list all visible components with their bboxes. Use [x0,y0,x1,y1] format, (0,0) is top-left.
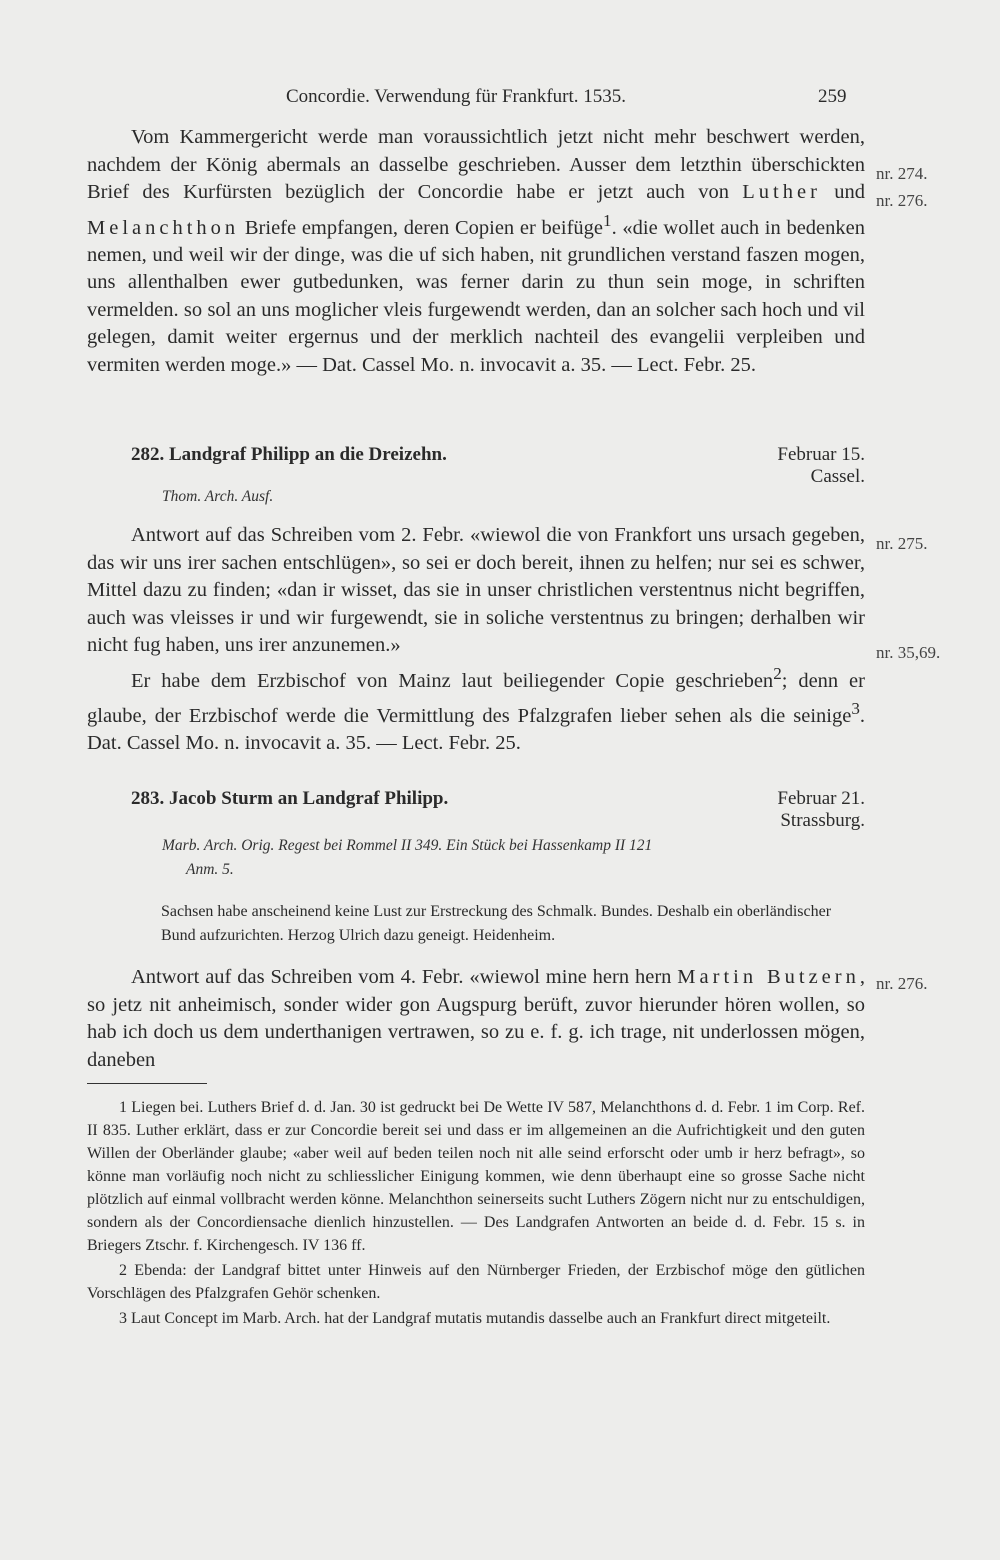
paragraph-282b-text: ; denn er glaube, der Erzbischof werde die Vermittlung des Pfalzgrafen lieber sehen als die seinige [87,669,865,727]
paragraph-intro [87,124,865,379]
page-number: 259 [818,86,847,107]
source-note: Thom. Arch. Ausf. [162,488,274,505]
paragraph-282b-text: Er habe dem Erzbischof von Mainz laut beiliegender Copie geschrieben [131,669,774,692]
paragraph-282b-text: . Dat. Cassel Mo. n. invocavit a. 35. — Lect. Febr. 25. [87,704,865,755]
margin-ref: nr. 275. [876,534,928,553]
document-date: Februar 15. [777,444,865,465]
margin-ref: nr. 274. [876,164,928,183]
document-date-place [777,444,865,488]
document-date: Februar 21. [777,788,865,809]
footnote-divider [87,1083,207,1084]
footnote-1: 1 Liegen bei. Luthers Brief d. d. Jan. 30 ist gedruckt bei De Wette IV 587, Melanchthons d. d. Febr. 1 im Corp. Ref. II 835. Luther erklärt, dass er zur Concordie bereit sei und dass er im allgemeinen an die Aufrichtigkeit und den guten Willen der Oberländer glaube; «aber weil auf beden teilen noch nit alle seind erforscht oder umb ir herz befragt», so könne man vorläufig noch nicht zu schliesslicher Einigung kommen, wie denn überhaupt eine so grosse Sache nicht plötzlich auf einmal vollbracht werden könne. Melanchthon seinerseits sucht Luthers Zögern nicht nur zu entschuldigen, sondern als der Concordiensache dienlich hinzustellen. — Des Landgrafen Antworten an beide d. d. Febr. 15 s. in Briegers Ztschr. f. Kirchengesch. IV 136 ff. [87,1099,865,1254]
document-title: 282. Landgraf Philipp an die Dreizehn. [131,444,447,465]
para1-text: Vom Kammergericht werde man voraussichtlich jetzt nicht mehr beschwert werden, nachdem der König abermals an dasselbe geschrieben. Ausser dem letzthin überschickten Brief des Kurfürsten bezüglich der Concordie habe er jetzt auch von [87,126,865,203]
para1-text: Briefe empfangen, deren Copien er beifüge [239,216,604,239]
margin-ref: nr. 35,69. [876,643,941,662]
name-luther: Luther [742,181,821,203]
document-place: Cassel. [810,466,865,487]
footnote-3: 3 Laut Concept im Marb. Arch. hat der Landgraf mutatis mutandis dasselbe auch an Frankfurt direct mitgeteilt. [119,1310,831,1327]
document-title: 283. Jacob Sturm an Landgraf Philipp. [131,788,449,809]
paragraph-282a: Antwort auf das Schreiben vom 2. Febr. «wiewol die von Frankfort uns ursach gegeben, das wir uns irer sachen entschlügen», so sei er doch bereit, ihnen zu helfen; nur sei es schwer, Mittel dazu zu finden; «dan ir wisset, das sie in unser christlichen verstentnus nicht begriffen, auch was vleisses ir und wir furgewendt, sie in soliche verstentnus zu bringen; derhalben wir nicht fug haben, uns irer anzunemen.» [87,524,865,656]
footnote-ref-1[interactable]: 1 [603,210,612,230]
footnote-ref-3[interactable]: 3 [851,698,860,718]
para1-text: und [820,181,865,203]
document-place: Strassburg. [780,810,865,831]
paragraph-283-text: , so jetz nit anheimisch, sonder wider gon Augspurg berüft, zuvor hierunder hören wollen, so hab ich doch us dem underthanigen vertrawen, so zu e. f. g. ich trage, nit underlossen mögen, daneben [87,966,865,1071]
footnote-ref-2[interactable]: 2 [773,663,782,683]
name-butzer: Martin Butzern [677,966,860,988]
running-title: Concordie. Verwendung für Frankfurt. 1535. [286,86,626,107]
paragraph-282 [87,522,865,758]
source-note: Marb. Arch. Orig. Regest bei Rommel II 349. Ein Stück bei Hassenkamp II 121 [162,837,653,854]
name-melanchthon: Melanchthon [87,216,240,239]
running-header [0,86,1000,112]
source-note: Anm. 5. [186,861,234,878]
document-date-place [777,788,865,832]
paragraph-283 [87,964,865,1074]
footnote-2: 2 Ebenda: der Landgraf bittet unter Hinweis auf den Nürnberger Frieden, der Erzbischof möge den gütlichen Vorschlägen des Pfalzgrafen Gehör schenken. [87,1262,865,1302]
paragraph-283-text: Antwort auf das Schreiben vom 4. Febr. «wiewol mine hern hern [131,966,678,988]
footnotes [87,1096,865,1330]
regest-summary: Sachsen habe anscheinend keine Lust zur Erstreckung des Schmalk. Bundes. Deshalb ein oberländischer Bund aufzurichten. Herzog Ulrich dazu geneigt. Heidenheim. [161,903,832,944]
margin-ref: nr. 276. [876,974,928,993]
para1-text: . «die wollet auch in bedenken nemen, und weil wir der dinge, was die uf sich haben, nit grundlichen verstand faszen mogen, uns allenthalben ewer gutbedunken, was ferner darin zu thun sein moge, in schriften vermelden. so sol an uns moglicher vleis furgewendt werden, dan an solcher sach hoch und vil gelegen, damit weiter ergernus und der merklich nachteil des evangelii verpleiben und vermiten werden moge.» — Dat. Cassel Mo. n. invocavit a. 35. — Lect. Febr. 25. [87,216,865,376]
margin-ref: nr. 276. [876,191,928,210]
